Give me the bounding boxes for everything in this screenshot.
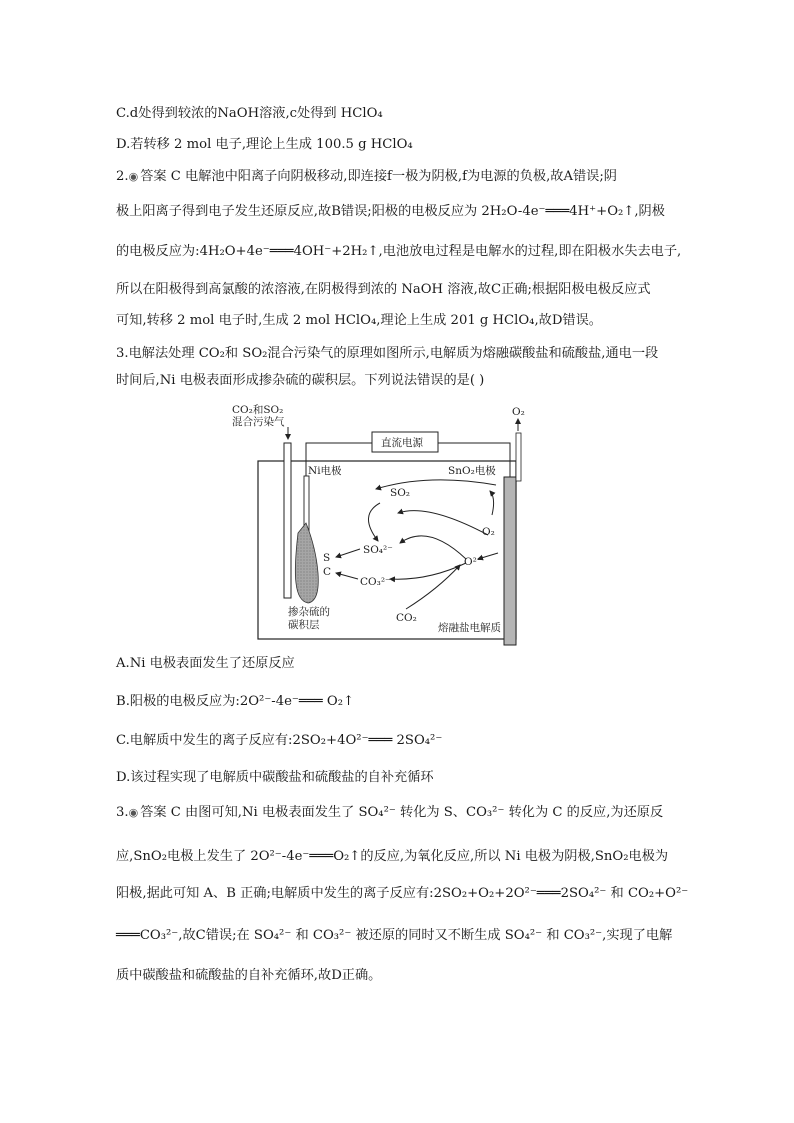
arrow-o2-release (490, 491, 494, 515)
oxide-ion-label: O²⁻ (464, 556, 483, 568)
oxygen-outlet-label: O₂ (512, 406, 525, 418)
o2-gas-label: O₂ (482, 526, 495, 538)
answer-2-line-5: 可知,转移 2 mol 电子时,生成 2 mol HClO₄,理论上生成 201 g HClO₄,故D错误。 (116, 313, 602, 328)
answer-2-line-3: 的电极反应为:4H₂O+4e⁻═══4OH⁻+2H₂↑,电池放电过程是电解水的过程,即在阳极水失去电子, (116, 244, 682, 259)
option-d: D.若转移 2 mol 电子,理论上生成 100.5 g HClO₄ (116, 137, 413, 152)
sno2-electrode-label: SnO₂电极 (448, 465, 496, 477)
electrolyte-label: 熔融盐电解质 (438, 622, 501, 634)
answer-icon: ◉ (128, 806, 139, 819)
arrow-so2-to-so4 (368, 503, 380, 541)
answer-3-line-2: 应,SnO₂电极上发生了 2O²⁻-4e⁻═══O₂↑的反应,为氧化反应,所以 Ni 电极为阴极,SnO₂电极为 (116, 849, 669, 864)
answer-2-line-2: 极上阳离子得到电子发生还原反应,故B错误;阳极的电极反应为 2H₂O-4e⁻═══4H⁺+O₂↑,阴极 (116, 204, 665, 219)
dc-power-label: 直流电源 (381, 437, 423, 449)
option-b: B.阳极的电极反应为:2O²⁻-4e⁻═══ O₂↑ (116, 694, 355, 709)
answer-3-line-5: 质中碳酸盐和硫酸盐的自补充循环,故D正确。 (116, 968, 382, 983)
question-3-line-2: 时间后,Ni 电极表面形成掺杂硫的碳积层。下列说法错误的是( ) (116, 373, 485, 388)
question-number: 2. (116, 169, 129, 184)
carbon-label: C (323, 566, 332, 578)
question-number: 3. (116, 805, 129, 820)
arrow-so4-to-s (336, 549, 360, 557)
answer-text: 答案 C 由图可知,Ni 电极表面发生了 SO₄²⁻ 转化为 S、CO₃²⁻ 转化为 C 的反应,为还原反 (140, 805, 664, 820)
gas-inlet-label-2: 混合污染气 (232, 416, 285, 428)
answer-3-line-3: 阳极,据此可知 A、B 正确;电解质中发生的离子反应有:2SO₂+O₂+2O²⁻═══2SO₄²⁻ 和 CO₂+O²⁻ (116, 886, 689, 901)
arrow-co3-to-c (336, 573, 358, 579)
electrolysis-diagram (228, 403, 525, 641)
question-3-line-1: 3.电解法处理 CO₂和 SO₂混合污染气的原理如图所示,电解质为熔融碳酸盐和硫酸盐,通电一段 (116, 346, 659, 361)
ni-electrode-label: Ni电极 (308, 465, 342, 477)
oxygen-outlet-tube (516, 433, 521, 481)
arrow-o2-to-so4 (398, 511, 488, 535)
carbon-layer-label-2: 碳积层 (288, 619, 320, 631)
gas-inlet-tube (284, 443, 291, 598)
answer-2-line-4: 所以在阳极得到高氯酸的浓溶液,在阴极得到浓的 NaOH 溶液,故C正确;根据阳极电极反应式 (116, 282, 651, 297)
answer-2-line-1 (116, 167, 716, 187)
carbon-layer-label-1: 掺杂硫的 (288, 606, 330, 618)
co2-label: CO₂ (396, 612, 417, 624)
gas-inlet-label-1: CO₂和SO₂ (232, 404, 284, 416)
option-c-2: C.电解质中发生的离子反应有:2SO₂+4O²⁻═══ 2SO₄²⁻ (116, 733, 443, 748)
so2-label: SO₂ (390, 487, 411, 499)
so4-ion-label: SO₄²⁻ (363, 544, 393, 556)
answer-icon: ◉ (128, 170, 139, 183)
option-d-2: D.该过程实现了电解质中碳酸盐和硫酸盐的自补充循环 (116, 770, 434, 785)
co3-ion-label: CO₃²⁻ (360, 576, 391, 588)
sno2-electrode-rod (504, 477, 516, 645)
answer-text: 答案 C 电解池中阳离子向阴极移动,即连接f一极为阴极,f为电源的负极,故A错误;阴 (140, 169, 617, 184)
option-a: A.Ni 电极表面发生了还原反应 (116, 656, 295, 671)
arrow-co2-to-oxide (406, 565, 460, 609)
carbon-deposit-layer (295, 523, 318, 603)
sulfur-label: S (323, 552, 331, 564)
answer-3-line-1 (116, 803, 716, 823)
option-c: C.d处得到较浓的NaOH溶液,c处得到 HClO₄ (116, 106, 383, 121)
answer-3-line-4: ═══CO₃²⁻,故C错误;在 SO₄²⁻ 和 CO₃²⁻ 被还原的同时又不断生成 SO₄²⁻ 和 CO₃²⁻,实现了电解 (116, 928, 673, 943)
arrow-oxide-to-so4 (400, 536, 466, 559)
